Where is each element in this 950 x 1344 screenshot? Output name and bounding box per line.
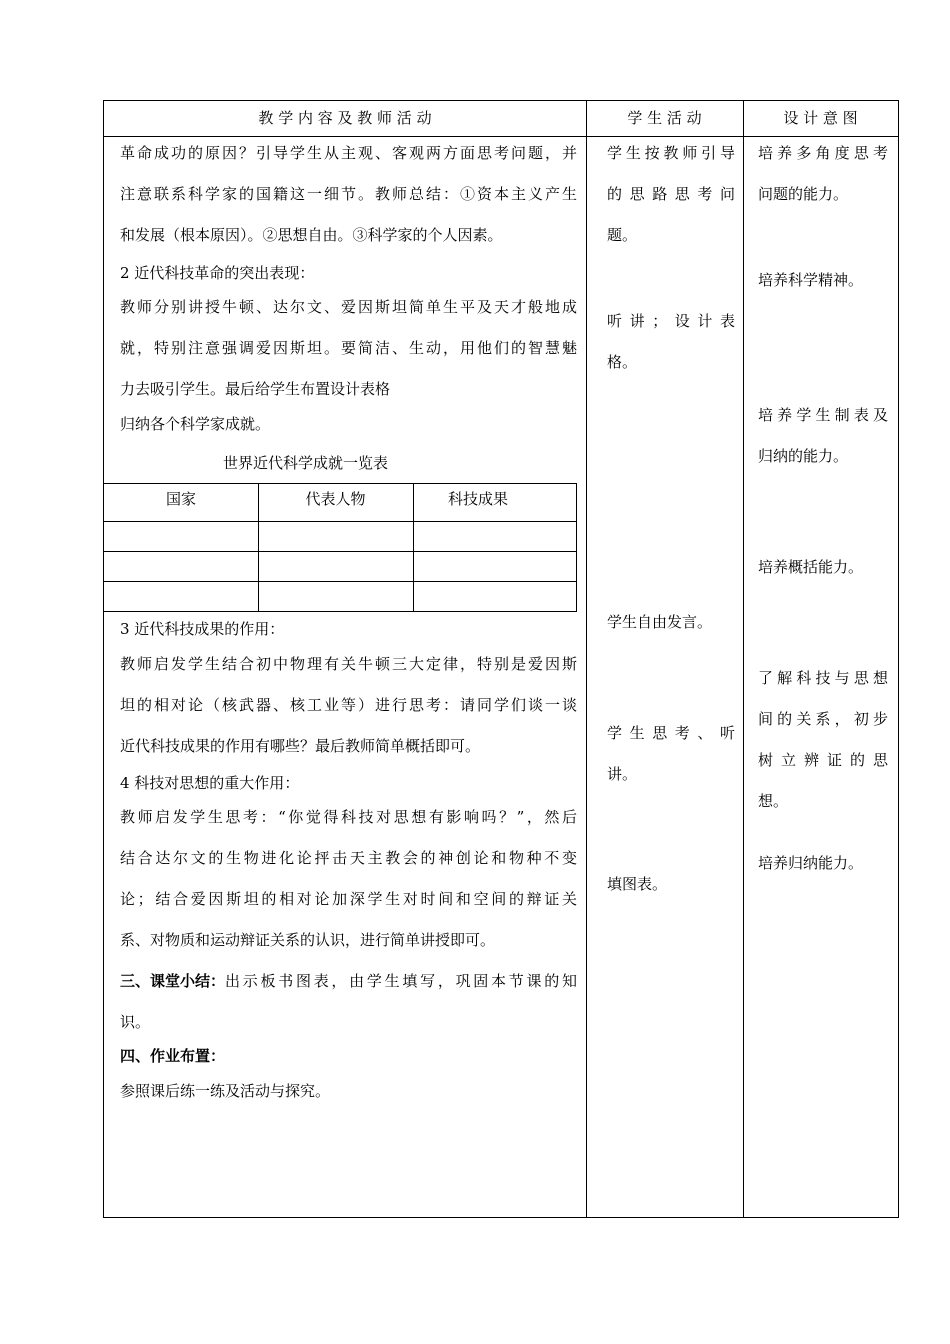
table-header-achievement: 科技成果 (447, 490, 508, 508)
column-divider (586, 101, 587, 1217)
section-heading: 2 近代科技革命的突出表现： (120, 264, 315, 282)
summary-text: 出示板书图表，由学生填写，巩固本节课的知 (225, 972, 577, 990)
section-heading: 4 科技对思想的重大作用： (120, 774, 300, 792)
design-line: 树立辨证的思 (758, 751, 888, 769)
table-row-divider (104, 581, 576, 582)
design-line: 问题的能力。 (758, 185, 849, 203)
student-line: 题。 (607, 226, 638, 244)
design-line: 想。 (758, 792, 789, 810)
column-divider (743, 101, 744, 1217)
design-line: 间的关系，初步 (758, 710, 888, 728)
table-title: 世界近代科学成就一览表 (223, 454, 389, 472)
design-line: 培养科学精神。 (758, 271, 864, 289)
table-row-divider (104, 551, 576, 552)
student-line: 填图表。 (607, 875, 668, 893)
student-line: 格。 (607, 353, 638, 371)
content-line: 和发展（根本原因）。②思想自由。③科学家的个人因素。 (120, 226, 503, 244)
student-line: 讲。 (607, 765, 638, 783)
design-line: 培养归纳能力。 (758, 854, 864, 872)
header-student-activity: 学 生 活 动 (627, 109, 702, 127)
homework-label: 四、作业布置： (120, 1047, 226, 1065)
content-line: 论；结合爱因斯坦的相对论加深学生对时间和空间的辩证关 (120, 890, 577, 908)
header-design-intent: 设 计 意 图 (783, 109, 858, 127)
content-line: 归纳各个科学家成就。 (120, 415, 271, 433)
summary-line (120, 970, 577, 991)
student-line: 学生自由发言。 (607, 613, 713, 631)
content-line: 教师启发学生思考：“你觉得科技对思想有影响吗？”，然后 (120, 808, 577, 826)
student-line: 学生按教师引导 (607, 144, 735, 162)
content-line: 教师分别讲授牛顿、达尔文、爱因斯坦简单生平及天才般地成 (120, 298, 577, 316)
content-line: 系、对物质和运动辩证关系的认识，进行简单讲授即可。 (120, 931, 496, 949)
header-teaching-content: 教 学 内 容 及 教 师 活 动 (258, 109, 432, 127)
content-line: 就，特别注意强调爱因斯坦。要简洁、生动，用他们的智慧魅 (120, 339, 577, 357)
homework-text: 参照课后练一练及活动与探究。 (120, 1082, 331, 1100)
content-line: 坦的相对论（核武器、核工业等）进行思考：请同学们谈一谈 (120, 696, 577, 714)
student-line: 学生思考、听 (607, 724, 735, 742)
achievement-table (103, 483, 577, 612)
content-line: 教师启发学生结合初中物理有关牛顿三大定律，特别是爱因斯 (120, 655, 577, 673)
design-line: 培养概括能力。 (758, 558, 864, 576)
content-line: 近代科技成果的作用有哪些？最后教师简单概括即可。 (120, 737, 481, 755)
summary-continued: 识。 (120, 1013, 151, 1031)
table-row-divider (104, 521, 576, 522)
table-header-person: 代表人物 (305, 490, 366, 508)
table-header-country: 国家 (165, 490, 196, 508)
content-line: 结合达尔文的生物进化论抨击天主教会的神创论和物种不变 (120, 849, 577, 867)
header-divider (104, 136, 898, 137)
content-line: 革命成功的原因？引导学生从主观、客观两方面思考问题，并 (120, 144, 577, 162)
section-heading: 3 近代科技成果的作用： (120, 620, 285, 638)
content-line: 注意联系科学家的国籍这一细节。教师总结：①资本主义产生 (120, 185, 577, 203)
summary-label: 三、课堂小结： (120, 972, 226, 990)
design-line: 归纳的能力。 (758, 447, 849, 465)
design-line: 培养学生制表及 (758, 406, 888, 424)
student-line: 听讲；设计表 (607, 312, 735, 330)
student-line: 的思路思考问 (607, 185, 735, 203)
design-line: 培养多角度思考 (758, 144, 888, 162)
content-line: 力去吸引学生。最后给学生布置设计表格 (120, 380, 391, 398)
design-line: 了解科技与思想 (758, 669, 888, 687)
